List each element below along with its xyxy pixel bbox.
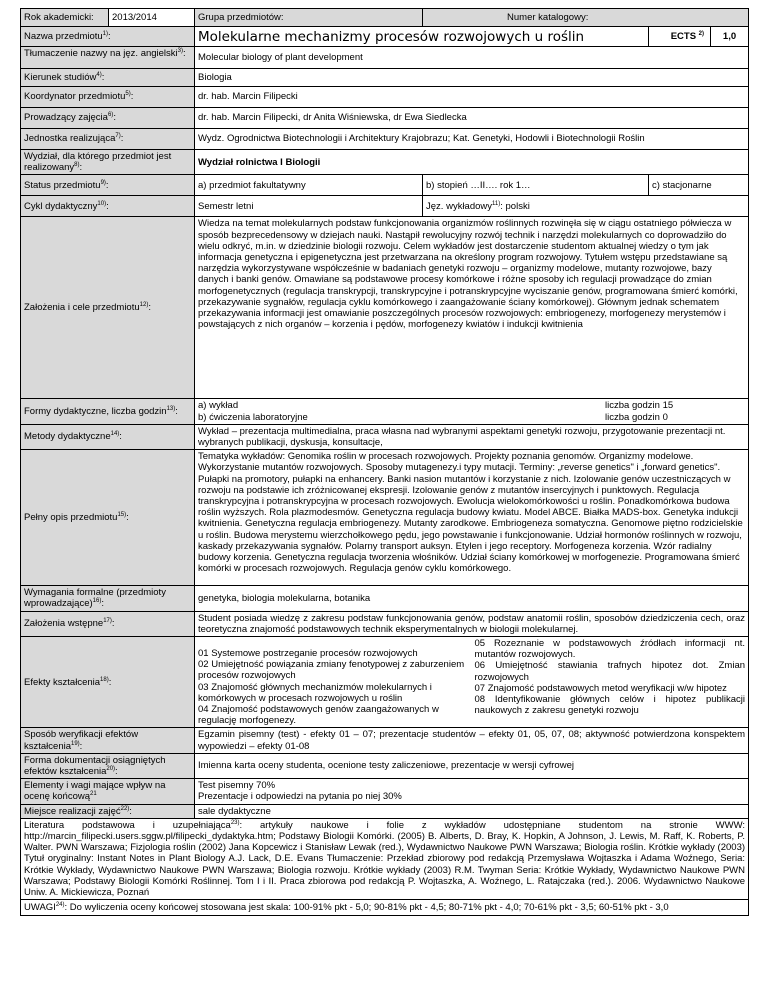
grading-label: Elementy i wagi mające wpływ na ocenę końcową$^{21}$: [21, 779, 195, 804]
unit-label: Jednostka realizująca$^{7)}$:: [21, 129, 195, 150]
grading-value: [195, 779, 749, 804]
outcome-04: 04 Znajomość podstawowych genów zaangażowanych w regulację morfogenezy.: [198, 704, 439, 727]
objectives-row: [21, 217, 749, 399]
syllabus-table: [20, 8, 749, 916]
objectives-value: Wiedza na temat molekularnych podstaw funkcjonowania organizmów roślinnych rozwinęła się w ciągu ostatniego półwiecza w sposób bezprecedensowy w dziejach nauki. Nastąpił rewolucyjny rozwój technik i narzędzi molekularnych co doprowadziło do wielu odkryć, m.in. w dziedzinie biologii rozwoju. Celem wykładów jest dostarczenie studentom aktualnej wiedzy o tym jak informacja genetyczna i epigenetyczna jest przetwarzana na określony program rozwojowy. Tytułem wstępu przedstawiane są narzędzia wykorzystywane współcześnie w badaniach genetyki rozwoju – organizmy modelowe, mutanty rozwojowe, bazy danych i banki genów. Omawiane są podstawowe procesy komórkowe i różne sposoby ich regulacji prowadzące do zmian morfogenetycznych (regulacja transkrypcji, transkrypcyjne i potranskrypcyjne wyciszanie genów, programowana śmierć komórki, przekazywanie sygnałów, regulacja cyklu komórkowego i zaangażowanie ściany komórkowej). Głównym jednak schematem przekazywania informacji jest omawianie poszczególnych procesów rozwojowych: embriogenezy, morfogenezy merystemów i powstających z nich organów – korzenia i pędów, morfogenezy kwiatów i indukcji kwitnienia: [195, 217, 749, 399]
field-of-study-value: Biologia: [195, 69, 749, 87]
semester-value: Semestr letni: [195, 196, 423, 217]
cycle-label: Cykl dydaktyczny$^{10)}$:: [21, 196, 195, 217]
verification-label: Sposób weryfikacji efektów kształcenia$^{19)}$:: [21, 728, 195, 753]
status-label: Status przedmiotu$^{9)}$:: [21, 175, 195, 196]
faculty-label: Wydział, dla którego przedmiot jest realizowany$^{8)}$:: [21, 150, 195, 175]
description-row: [21, 450, 749, 586]
methods-row: [21, 424, 749, 449]
grading-row: [21, 779, 749, 804]
objectives-label: Założenia i cele przedmiotu$^{12)}$:: [21, 217, 195, 399]
coordinator-value: dr. hab. Marcin Filipecki: [195, 87, 749, 108]
instructors-value: dr. hab. Marcin Filipecki, dr Anita Wiśniewska, dr Ewa Siedlecka: [195, 108, 749, 129]
documentation-value: Imienna karta oceny studenta, ocenione testy zaliczeniowe, prezentacje w wersji cyfrowej: [195, 753, 749, 778]
documentation-row: [21, 753, 749, 778]
translation-value: Molecular biology of plant development: [195, 47, 749, 69]
grading-presentation: Prezentacje i odpowiedzi na pytania po niej 30%: [198, 791, 402, 803]
unit-value: Wydz. Ogrodnictwa Biotechnologii i Architektury Krajobrazu; Kat. Genetyki, Hodowli i Biotechnologii Roślin: [195, 129, 749, 150]
outcome-06: 06 Umiejętność stawiania trafnych hipotez dot. Zmian rozwojowych: [474, 660, 746, 683]
verification-value: Egzamin pisemny (test) - efekty 01 – 07; prezentacje studentów – efekty 01, 05, 07, 08; aktywność potwierdzona konspektem wypowiedzi – efekty 01-08: [195, 728, 749, 753]
status-degree: b) stopień …II…. rok 1…: [423, 175, 649, 196]
form-lecture: a) wykład: [198, 400, 239, 412]
prerequisites-value: Student posiada wiedzę z zakresu podstaw funkcjonowania genów, podstaw anatomii roślin, sposobów dziedziczenia cech, oraz teoretyczna znajomość podstawowych technik eksperymentalnych w biologii molekularnej.: [195, 611, 749, 636]
catalog-number-label: Numer katalogowy:: [423, 9, 749, 27]
cycle-row: [21, 196, 749, 217]
course-syllabus: [20, 8, 748, 916]
status-row: [21, 175, 749, 196]
outcome-05: 05 Rozeznanie w podstawowych źródłach informacji nt. mutantów rozwojowych.: [474, 638, 746, 661]
academic-year-value: 2013/2014: [109, 9, 195, 27]
outcome-08: 08 Identyfikowanie głównych celów i hipotez publikacji naukowych z zakresu genetyki rozwoju: [474, 694, 746, 717]
form-lab: b) ćwiczenia laboratoryjne: [198, 411, 308, 423]
forms-label: Formy dydaktyczne, liczba godzin$^{13)}$:: [21, 399, 195, 424]
faculty-row: [21, 150, 749, 175]
documentation-label: Forma dokumentacji osiągniętych efektów kształcenia$^{20)}$:: [21, 753, 195, 778]
academic-year-label: Rok akademicki:: [21, 9, 109, 27]
literature-value: Literatura podstawowa i uzupełniająca$^{23)}$: artykuły naukowe i folie z wykładów udostępniane studentom na stronie WWW: http://marcin_filipecki.users.sggw.pl/filipecki_dydaktyka.htm; Podstawy Biologii Komórki. (2005) B. Alberts, D. Bray, K. Hopkin, A Johnson, J. Lewis, M. Raff, K. Roberts, P. Walter. PWN Warszawa; Fizjologia roślin (2002) Jana Kopcewicz i Stanisław Lewak (red.), Wydawnictwo Naukowe PWN Warszawa; Biologia roślin. Krótkie wykłady (2003) Tytuł oryginalny: Instant Notes in Plant Biology A.J. Lack, D.E. Evans Tłumaczenie: Przekład zbiorowy pod redakcją Przemysława Wojtaszka i Adama Woźnego, Seria: Krótkie Wykłady, Wydawnictwo Naukowe PWN Warszawa; Biologia rozwoju. Krótkie wykłady (2003) R.M. Twyman Seria: Krótkie Wykłady, Wydawnictwo Naukowe PWN Warszawa; Podstawy Biologii Komórki Roślinnej. Tom I i II. Praca zbiorowa pod redakcją P. Wojtaszka, A. Woźnego, L. Ratajczaka (red.). 2006. Wydawnictwo Naukowe Uniw. A. Mickiewicza, Poznań: [21, 818, 749, 899]
subject-group-label: Grupa przedmiotów:: [195, 9, 423, 27]
ects-label: ECTS $^{2)}$: [649, 27, 711, 47]
faculty-value: Wydział rolnictwa I Biologii: [195, 150, 749, 175]
forms-value: [195, 399, 749, 424]
language-value: Jęz. wykładowy$^{11)}$: polski: [423, 196, 749, 217]
status-type: a) przedmiot fakultatywny: [195, 175, 423, 196]
grading-test: Test pisemny 70%: [198, 780, 276, 792]
outcome-02: 02 Umiejętność powiązania zmiany fenotypowej z zaburzeniem procesów rozwojowych: [198, 659, 465, 682]
location-row: [21, 804, 749, 818]
outcome-03: 03 Znajomość głównych mechanizmów molekularnych i komórkowych w procesach rozwojowych u roślin: [198, 681, 432, 704]
field-of-study-label: Kierunek studiów$^{4)}$:: [21, 69, 195, 87]
outcome-01: 01 Systemowe postrzeganie procesów rozwojowych: [198, 648, 418, 660]
location-value: sale dydaktyczne: [195, 804, 749, 818]
forms-row: [21, 399, 749, 424]
outcomes-label: Efekty kształcenia$^{18)}$:: [21, 637, 195, 728]
translation-label: Tłumaczenie nazwy na jęz. angielski$^{3)}$:: [21, 47, 195, 69]
location-label: Miejsce realizacji zajęć$^{22)}$:: [21, 804, 195, 818]
instructors-label: Prowadzący zajęcia$^{6)}$:: [21, 108, 195, 129]
subject-name-row: [21, 27, 749, 47]
notes-row: [21, 900, 749, 916]
subject-name-label: Nazwa przedmiotu$^{1)}$:: [21, 27, 195, 47]
requirements-value: genetyka, biologia molekularna, botanika: [195, 586, 749, 611]
requirements-row: [21, 586, 749, 611]
form-lab-hours: liczba godzin 0: [605, 411, 668, 423]
ects-value: 1,0: [711, 27, 749, 47]
literature-row: [21, 818, 749, 899]
description-label: Pełny opis przedmiotu$^{15)}$:: [21, 450, 195, 586]
prerequisites-row: [21, 611, 749, 636]
header-row: [21, 9, 749, 27]
field-of-study-row: [21, 69, 749, 87]
instructors-row: [21, 108, 749, 129]
methods-label: Metody dydaktyczne$^{14)}$:: [21, 424, 195, 449]
outcomes-value: [195, 637, 749, 728]
unit-row: [21, 129, 749, 150]
status-mode: c) stacjonarne: [649, 175, 749, 196]
prerequisites-label: Założenia wstępne$^{17)}$:: [21, 611, 195, 636]
description-value: Tematyka wykładów: Genomika roślin w procesach rozwojowych. Projekty poznania genomów. Organizmy modelowe. Wykorzystanie mutantów rozwojowych. Sposoby mutagenezy.i typy mutacji. Terminy: „reverse genetics" i „forward genetics". Pułapki na promotory, pułapki na enhancery. Banki nasion mutantów i korzystanie z nich. Izolowanie genów uczestniczących w rozwoju na podstawie ich zróżnicowanej ekspresji. Izolowanie genów z mutantów insercyjnych i punktowych. Regulacja transkrypcyjna i potranskrypcyjna w procesach rozwojowych. Ewolucja wielokomórkowości u roślin. Ponadkomórkowa budowa roślin wyższych. Rola plazmodesmów. Genetyczna regulacja budowy kwiatu. Model ABCE. Białka MADS-box. Genetyka indukcji kwitnienia. Genetyczna regulacja embriogenezy. Mutanty zarodkowe. Embriogeneza somatyczna. Genomowe piętno rodzicielskie u roślin. Budowa merystemu wierzchołkowego pędu, jego powstawanie i funkcjonowanie. Udział hormonów roślinnych w rozwoju, kaskady przekazywania sygnałów. Polarny transport auksyn. Etylen i jego receptory. Morfogeneza korzenia. Wzór radialny budowy korzenia. Genetyczna regulacja tworzenia włośników. Udział ściany komórkowej w morfogenezie. Programowana śmierć komórki w procesach rozwojowych. Regulacja genów cyklu komórkowego.: [195, 450, 749, 586]
form-lecture-hours: liczba godzin 15: [605, 400, 674, 412]
subject-name-value: Molekularne mechanizmy procesów rozwojowych u roślin: [195, 27, 649, 47]
translation-row: [21, 47, 749, 69]
outcomes-row: [21, 637, 749, 728]
verification-row: [21, 728, 749, 753]
notes-value: UWAGI$^{24)}$: Do wyliczenia oceny końcowej stosowana jest skala: 100-91% pkt - 5,0; 90-81% pkt - 4,5; 80-71% pkt - 4,0; 70-61% pkt - 3,5; 60-51% pkt - 3,0: [21, 900, 749, 916]
methods-value: Wykład – prezentacja multimedialna, praca własna nad wybranymi aspektami genetyki rozwoju, przygotowanie prezentacji nt. wybranych publikacji, dyskusja, konsultacje,: [195, 424, 749, 449]
coordinator-label: Koordynator przedmiotu$^{5)}$:: [21, 87, 195, 108]
requirements-label: Wymagania formalne (przedmioty wprowadzające)$^{16)}$:: [21, 586, 195, 611]
outcome-07: 07 Znajomość podstawowych metod weryfikacji w/w hipotez: [474, 682, 727, 694]
coordinator-row: [21, 87, 749, 108]
